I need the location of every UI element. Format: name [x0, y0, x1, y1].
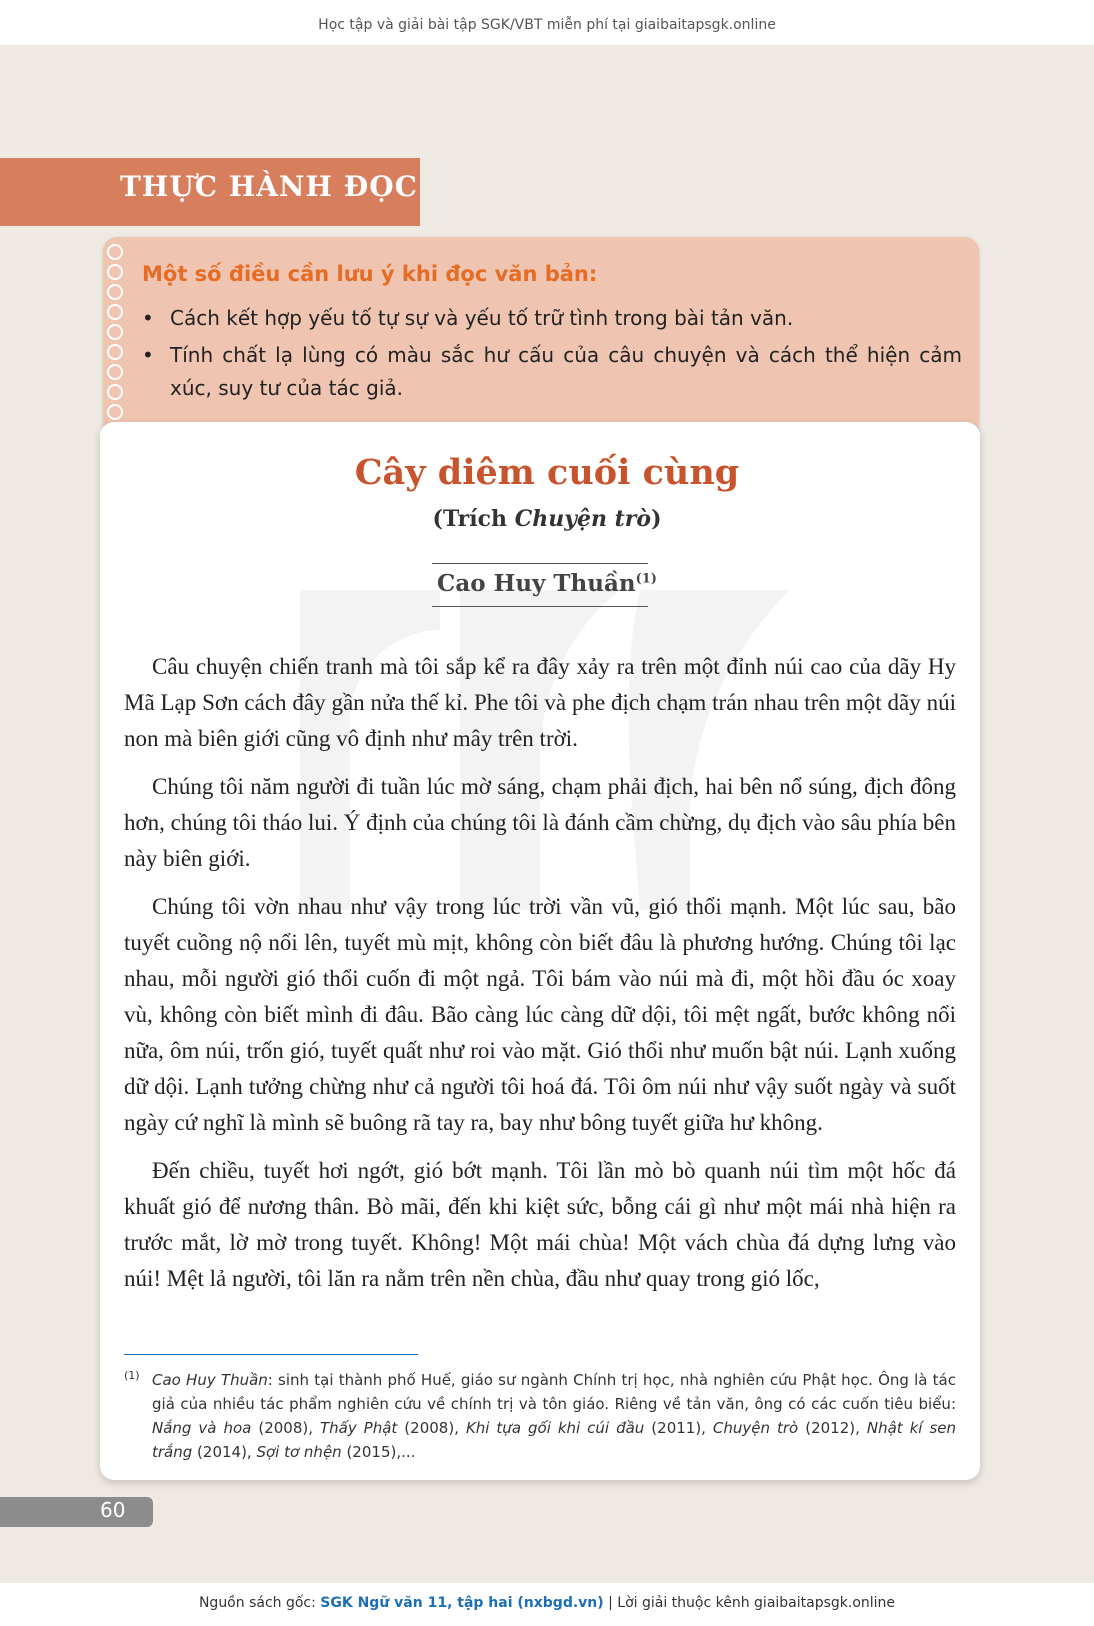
article-title: Cây diêm cuối cùng — [354, 452, 740, 493]
notes-item: • Tính chất lạ lùng có màu sắc hư cấu của câu chuyện và cách thể hiện cảm xúc, suy tư của tác giả. — [142, 339, 962, 405]
section-title: THỰC HÀNH ĐỌC — [120, 170, 418, 203]
notes-heading: Một số điều cần lưu ý khi đọc văn bản: — [142, 262, 598, 286]
article-author: Cao Huy Thuần$^{(1)}$ — [437, 570, 657, 597]
notebook-rings — [103, 244, 125, 424]
author-rule-top — [432, 563, 648, 564]
notes-item: • Cách kết hợp yếu tố tự sự và yếu tố trữ tình trong bài tản văn. — [142, 302, 962, 335]
article-subtitle: (Trích Chuyện trò) — [432, 506, 662, 532]
paragraph: Đến chiều, tuyết hơi ngớt, gió bớt mạnh. Tôi lần mò bò quanh núi tìm một hốc đá khuất gió để nương thân. Bò mãi, đến khi kiệt sức, bỗng cái gì như một mái nhà hiện ra trước mắt, lờ mờ trong tuyết. Không! Một mái chùa! Một vách chùa đá dựng lưng vào núi! Mệt lả người, tôi lăn ra nằm trên nền chùa, đầu như quay trong gió lốc, — [124, 1158, 956, 1291]
header-note: Học tập và giải bài tập SGK/VBT miễn phí tại giaibaitapsgk.online — [0, 0, 1094, 45]
paragraph: Câu chuyện chiến tranh mà tôi sắp kể ra đây xảy ra trên một đỉnh núi cao của dãy Hy Mã Lạp Sơn cách đây gần nửa thế kỉ. Phe tôi và phe địch chạm trán nhau trên một dãy núi non mà biên giới cũng vô định như mây trên trời. — [124, 654, 956, 751]
source-link[interactable]: SGK Ngữ văn 11, tập hai (nxbgd.vn) — [320, 1595, 604, 1611]
article-body — [124, 649, 956, 1309]
page-number: 60 — [100, 1498, 126, 1522]
footnote-mark: (1) — [124, 1369, 140, 1382]
footnote — [124, 1368, 956, 1464]
footnote-text: Cao Huy Thuần: sinh tại thành phố Huế, giáo sư ngành Chính trị học, nhà nghiên cứu Phật học. Ông là tác giả của nhiều tác phẩm nghiên cứu về chính trị và tôn giáo. Riêng về tản văn, ông có các cuốn tiêu biểu: Nắng và hoa (2008), Thấy Phật (2008), Khi tựa gối khi cúi đầu (2011), Chuyện trò (2012), Nhật kí sen trắng (2014), Sợi tơ nhện (2015),... — [152, 1371, 957, 1461]
footer-source: Nguồn sách gốc: SGK Ngữ văn 11, tập hai (nxbgd.vn) | Lời giải thuộc kênh giaibaitapsgk.online — [0, 1583, 1094, 1626]
author-rule-bottom — [432, 606, 648, 607]
page-number-tab — [0, 1497, 153, 1527]
footnote-rule — [124, 1354, 418, 1355]
paragraph: Chúng tôi năm người đi tuần lúc mờ sáng, chạm phải địch, hai bên nổ súng, địch đông hơn, chúng tôi tháo lui. Ý định của chúng tôi là đánh cầm chừng, dụ địch vào sâu phía bên này biên giới. — [124, 774, 956, 871]
paragraph: Chúng tôi vờn nhau như vậy trong lúc trời vần vũ, gió thổi mạnh. Một lúc sau, bão tuyết cuồng nộ nổi lên, tuyết mù mịt, không còn biết đâu là phương hướng. Chúng tôi lạc nhau, mỗi người gió thổi cuốn đi một ngả. Tôi bám vào núi mà đi, một hồi đầu óc xoay vù, không còn biết mình đi đâu. Bão càng lúc càng dữ dội, tôi mệt ngất, bước không nổi nữa, ôm núi, trốn gió, tuyết quất như roi vào mặt. Gió thổi như muốn bật núi. Lạnh xuống dữ dội. Lạnh tưởng chừng như cả người tôi hoá đá. Tôi ôm núi như vậy suốt ngày và suốt ngày cứ nghĩ là mình sẽ buông rã tay ra, bay như bông tuyết giữa hư không. — [124, 894, 956, 1135]
footnote-ref: (1) — [635, 571, 657, 587]
notes-list — [142, 302, 962, 409]
